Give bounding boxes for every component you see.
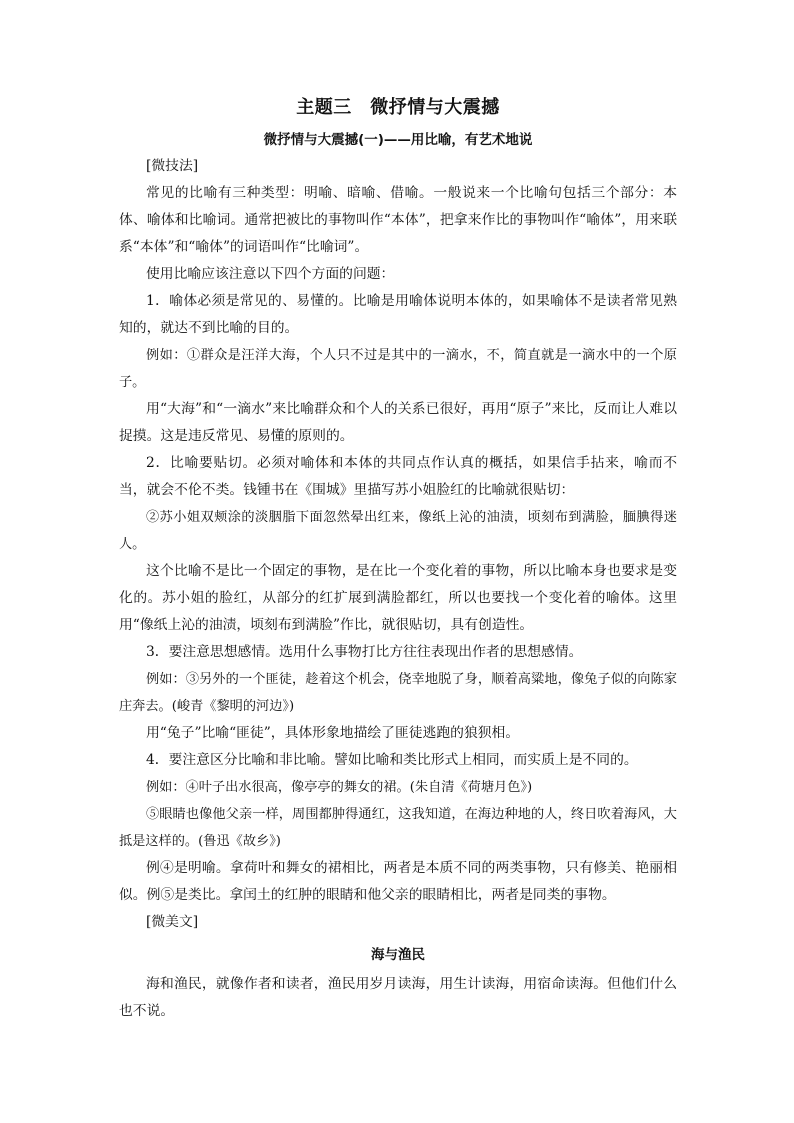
paragraph-point-3: 3．要注意思想感情。选用什么事物打比方往往表现出作者的思想感情。 xyxy=(146,644,583,660)
example-2: ②苏小姐双颊涂的淡胭脂下面忽然晕出红来，像纸上沁的油渍，顷刻布到满脸，腼腆得迷人。 xyxy=(119,510,677,552)
paragraph-explanation-3: 用“兔子”比喻“匪徒”，具体形象地描绘了匪徒逃跑的狼狈相。 xyxy=(146,725,520,741)
essay-title: 海与渔民 xyxy=(371,947,425,963)
paragraph-explanation-4: 例④是明喻。拿荷叶和舞女的裙相比，两者是本质不同的两类事物，只有修美、艳丽相似。例⑤是类比。拿闰土的红肿的眼睛和他父亲的眼睛相比，两者是同类的事物。 xyxy=(119,860,677,903)
paragraph-types-intro: 常见的比喻有三种类型：明喻、暗喻、借喻。一般说来一个比喻句包括三个部分：本体、喻体和比喻词。通常把被比的事物叫作“本体”，把拿来作比的事物叫作“喻体”，用来联系“本体”和“喻体”的词语叫作“比喻词”。 xyxy=(119,185,677,255)
paragraph-point-2: 2．比喻要贴切。必须对喻体和本体的共同点作认真的概括，如果信手拈来，喻而不当，就会不伦不类。钱锺书在《围城》里描写苏小姐脸红的比喻就很贴切： xyxy=(119,455,677,498)
example-5: ⑤眼睛也像他父亲一样，周围都肿得通红，这我知道，在海边种地的人，终日吹着海风，大抵是这样的。(鲁迅《故乡》) xyxy=(119,807,677,849)
document-body xyxy=(119,94,677,1025)
sub-title: 微抒情与大震撼(一)——用比喻，有艺术地说 xyxy=(263,132,533,148)
section-heading-technique: [微技法] xyxy=(146,158,199,174)
paragraph-point-4: 4．要注意区分比喻和非比喻。譬如比喻和类比形式上相同，而实质上是不同的。 xyxy=(146,752,638,768)
paragraph-explanation-2: 这个比喻不是比一个固定的事物，是在比一个变化着的事物，所以比喻本身也要求是变化的。苏小姐的脸红，从部分的红扩展到满脸都红，所以也要找一个变化着的喻体。这里用“像纸上沁的油渍，顷刻布到满脸”作比，就很贴切，具有创造性。 xyxy=(119,563,677,633)
example-4: 例如：④叶子出水很高，像亭亭的舞女的裙。(朱自清《荷塘月色》) xyxy=(146,780,533,795)
paragraph-usage-intro: 使用比喻应该注意以下四个方面的问题： xyxy=(146,266,395,282)
paragraph-explanation-1: 用“大海”和“一滴水”来比喻群众和个人的关系已很好，再用“原子”来比，反而让人难以捉摸。这是违反常见、易懂的原则的。 xyxy=(119,401,677,444)
paragraph-point-1: 1．喻体必须是常见的、易懂的。比喻是用喻体说明本体的，如果喻体不是读者常见熟知的，就达不到比喻的目的。 xyxy=(119,293,677,336)
example-1: 例如：①群众是汪洋大海，个人只不过是其中的一滴水，不，简直就是一滴水中的一个原子。 xyxy=(119,348,677,390)
example-3: 例如：③另外的一个匪徒，趁着这个机会，侥幸地脱了身，顺着高粱地，像兔子似的向陈家庄奔去。(峻青《黎明的河边》) xyxy=(119,672,677,714)
main-title: 主题三 微抒情与大震撼 xyxy=(296,97,500,118)
essay-paragraph: 海和渔民，就像作者和读者，渔民用岁月读海，用生计读海，用宿命读海。但他们什么也不说。 xyxy=(119,976,677,1019)
section-heading-essay: [微美文] xyxy=(146,914,199,930)
